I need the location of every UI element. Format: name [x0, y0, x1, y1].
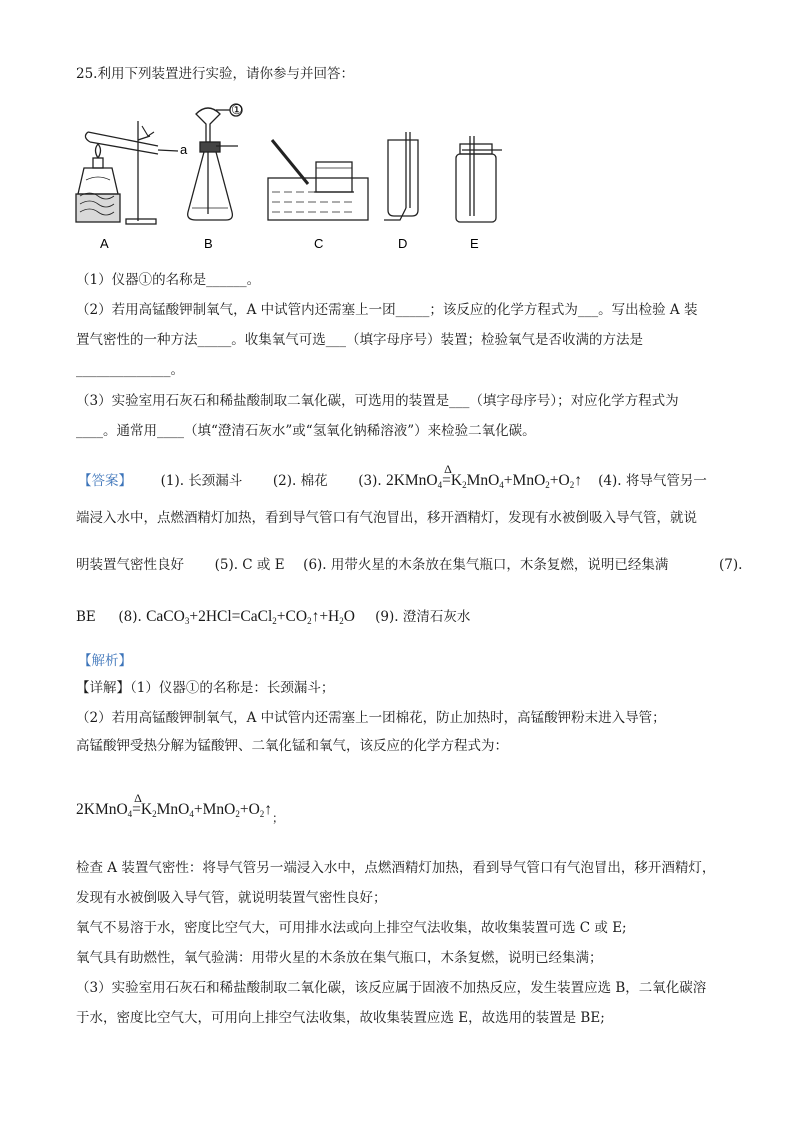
funnel-top — [196, 108, 220, 142]
analysis-p3-line-2: 发现有水被倒吸入导气管，就说明装置气密性良好； — [76, 890, 387, 906]
answer-6: (6). 用带火星的木条放在集气瓶口，木条复燃，说明已经集满 — [303, 557, 669, 573]
question-2-line-2: 置气密性的一种方法_____。收集氧气可选___（填字母序号）装置；检验氧气是否收满的方法是 — [76, 332, 643, 348]
answer-2: (2). 棉花 — [272, 473, 328, 489]
apparatus-figure — [66, 96, 506, 256]
marker-1: ① — [231, 102, 243, 117]
label-a: A — [100, 236, 109, 251]
label-c: C — [314, 236, 324, 251]
analysis-p1: （1）仪器①的名称是：长颈漏斗； — [130, 680, 335, 696]
answer-4-line-3: 明装置气密性良好 — [76, 557, 184, 573]
marker-a: a — [180, 142, 188, 157]
flame — [96, 144, 101, 158]
gas-bottle-e — [456, 154, 496, 222]
question-2-line-3: ______________。 — [76, 362, 184, 378]
analysis-p6-line-2: 于水，密度比空气大，可用向上排空气法收集，故收集装置应选 E，故选用的装置是 BE; — [76, 1010, 605, 1026]
answer-tag: 【答案】 — [78, 473, 132, 489]
clamp — [138, 136, 150, 140]
detail-tag: 【详解】 — [76, 680, 130, 696]
answer-line-3 — [76, 555, 742, 575]
analysis-p4: 氧气不易溶于水，密度比空气大，可用排水法或向上排空气法收集，故收集装置可选 C 或 E; — [76, 920, 627, 936]
label-b: B — [204, 236, 213, 251]
delivery-tube — [158, 150, 178, 151]
equation-kmno4: 2KMnO$_4$ Δ $=K_2MnO_4+MnO_2+O_2↑$ — [385, 462, 582, 490]
label-e: E — [470, 236, 479, 251]
analysis-tag: 【解析】 — [78, 653, 132, 669]
answer-4-start: (4). 将导气管另一 — [598, 473, 707, 489]
answer-5: (5). C 或 E — [214, 557, 285, 573]
label-d: D — [398, 236, 408, 251]
question-1: （1）仪器①的名称是______。 — [76, 272, 261, 288]
question-3-line-1: （3）实验室用石灰石和稀盐酸制取二氧化碳，可选用的装置是___（填字母序号）；对应化学方程式为 — [76, 393, 679, 409]
stopper — [200, 142, 220, 152]
answer-8-label: (8). — [118, 609, 142, 625]
flask-body — [188, 152, 233, 220]
analysis-p2-line-2: 高锰酸钾受热分解为锰酸钾、二氧化锰和氧气，该反应的化学方程式为： — [76, 738, 508, 754]
analysis-p3-line-1: 检查 A 装置气密性：将导气管另一端浸入水中，点燃酒精灯加热，看到导气管口有气泡冒出，移开酒精灯， — [76, 860, 716, 876]
answer-4-line-2: 端浸入水中，点燃酒精灯加热，看到导气管口有气泡冒出，移开酒精灯，发现有水被倒吸入导气管，就说 — [76, 510, 697, 526]
question-3-line-2: ____。通常用____（填“澄清石灰水”或“氢氧化钠稀溶液”）来检验二氧化碳。 — [76, 423, 536, 439]
answer-7-label: (7). — [718, 557, 743, 573]
answer-line-1 — [78, 462, 707, 491]
answer-1: (1). 长颈漏斗 — [160, 473, 243, 489]
answer-7-value: BE — [76, 609, 96, 625]
lamp-body — [78, 168, 118, 194]
answer-9: (9). 澄清石灰水 — [375, 609, 471, 625]
bottle-e-neck — [460, 144, 492, 154]
analysis-p2-line-1: （2）若用高锰酸钾制氧气，A 中试管内还需塞上一团棉花，防止加热时，高锰酸钾粉末进入导管； — [76, 710, 666, 726]
wood-block — [76, 194, 120, 222]
analysis-equation: 2KMnO$_4$ Δ $=K_2MnO_4+MnO_2+O_2↑_;$ — [76, 791, 285, 825]
gas-bottle-c — [316, 162, 352, 192]
equation-caco3: $CaCO_3+2HCl=CaCl_2+CO_2↑+H_2O$ — [146, 608, 355, 626]
lamp-neck — [93, 158, 103, 168]
analysis-p6-line-1: （3）实验室用石灰石和稀盐酸制取二氧化碳，该反应属于固液不加热反应，发生装置应选 B，二氧化碳溶 — [76, 980, 707, 996]
gas-bottle-d — [388, 140, 418, 216]
analysis-line-1 — [76, 678, 334, 698]
stand-base — [126, 219, 156, 224]
trough — [268, 178, 368, 220]
question-title: 25.利用下列装置进行实验，请你参与并回答： — [76, 66, 354, 82]
question-2-line-1: （2）若用高锰酸钾制氧气，A 中试管内还需塞上一团_____；该反应的化学方程式为___。写出检验 A 装 — [76, 302, 698, 318]
apparatus-drawing — [66, 96, 506, 256]
analysis-p5: 氧气具有助燃性，氧气验满：用带火星的木条放在集气瓶口，木条复燃，说明已经集满； — [76, 950, 603, 966]
answer-3-label: (3). — [358, 473, 382, 489]
answer-line-4 — [76, 607, 470, 627]
